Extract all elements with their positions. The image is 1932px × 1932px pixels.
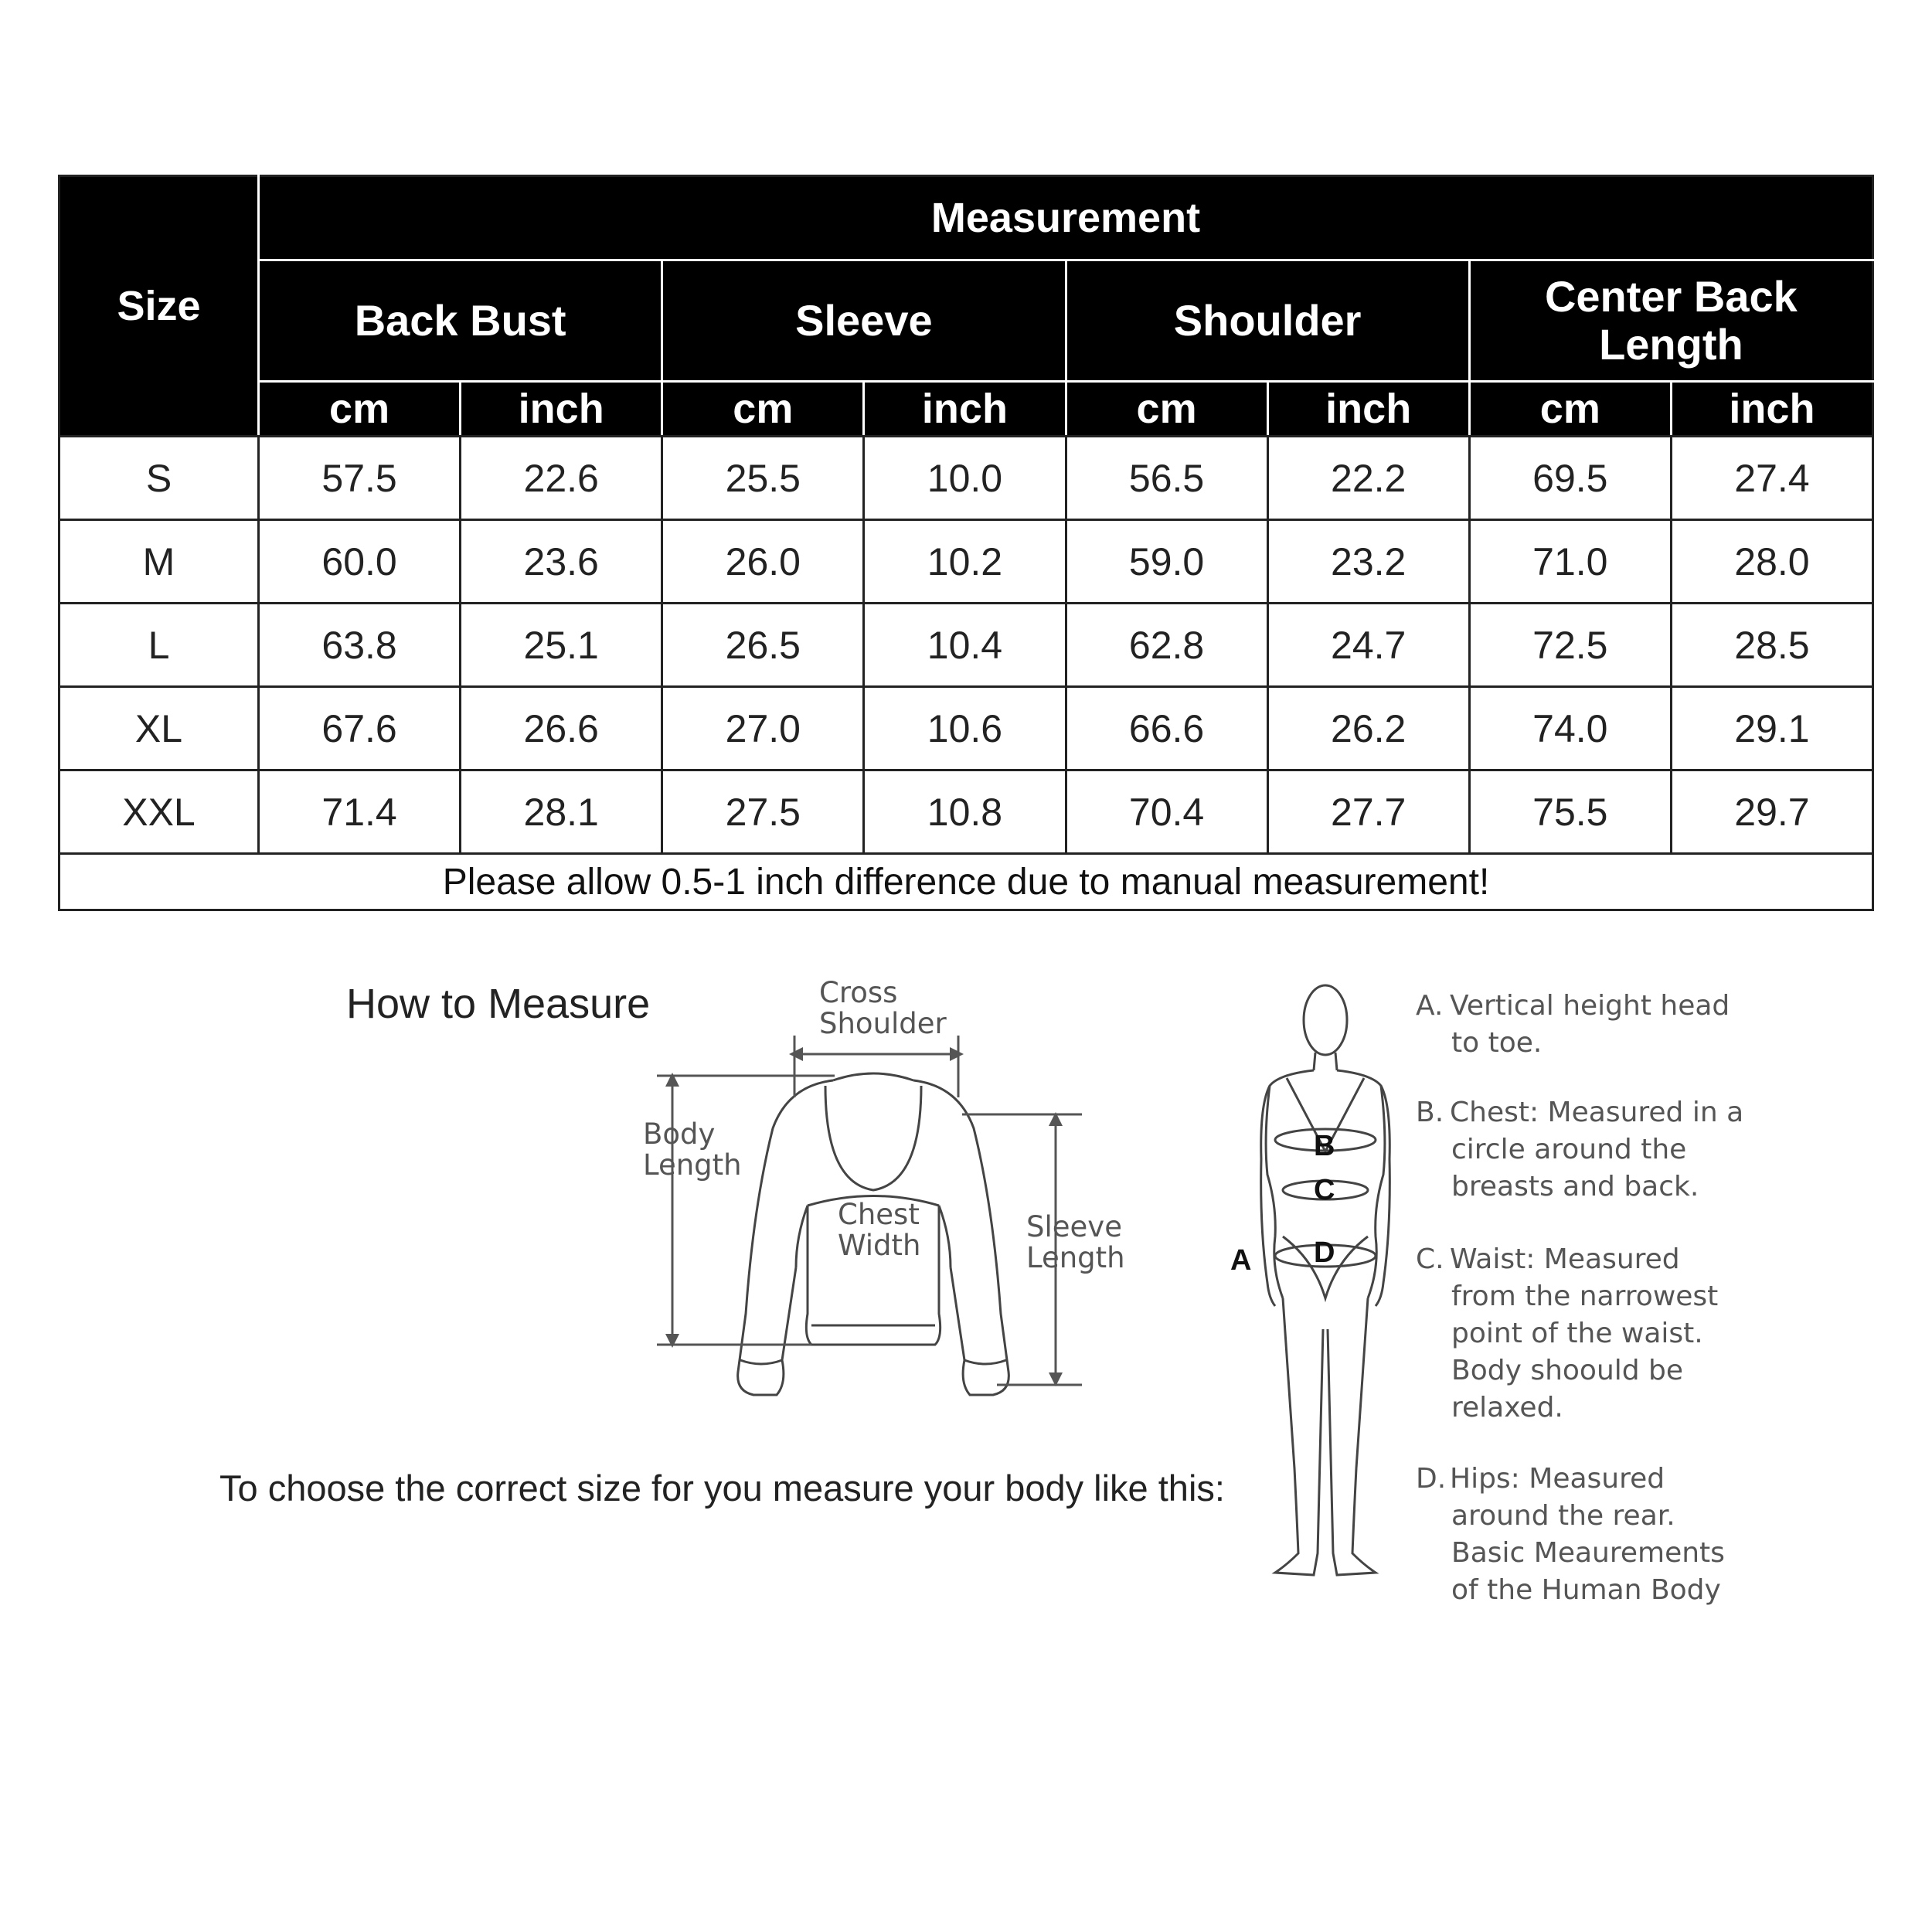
- note-b-chest: B. Chest: Measured in a circle around the breasts and back.: [1416, 1097, 1744, 1202]
- measurement-note: Please allow 0.5-1 inch difference due to manual measurement!: [60, 854, 1873, 910]
- note-a-height: A. Vertical height head to toe.: [1416, 990, 1730, 1059]
- choose-size-instruction: To choose the correct size for you measure your body like this:: [219, 1468, 1225, 1509]
- group-header-sleeve: Sleeve: [662, 260, 1066, 382]
- table-cell: 28.5: [1671, 604, 1872, 687]
- human-body-illustration: [1261, 985, 1390, 1575]
- table-cell: 56.5: [1066, 437, 1267, 520]
- table-cell: 27.5: [662, 770, 864, 854]
- table-cell: 66.6: [1066, 687, 1267, 770]
- table-cell: 69.5: [1469, 437, 1671, 520]
- table-cell: 27.4: [1671, 437, 1872, 520]
- table-cell: 24.7: [1267, 604, 1469, 687]
- table-cell: 10.2: [864, 520, 1066, 604]
- size-cell: M: [60, 520, 259, 604]
- table-cell: 10.4: [864, 604, 1066, 687]
- size-column-header: Size: [60, 176, 259, 437]
- table-cell: 74.0: [1469, 687, 1671, 770]
- note-d-hips: D. Hips: Measured around the rear. Basic Meaurements of the Human Body: [1416, 1463, 1725, 1606]
- table-cell: 26.6: [461, 687, 662, 770]
- table-cell: 62.8: [1066, 604, 1267, 687]
- table-cell: 23.2: [1267, 520, 1469, 604]
- cross-shoulder-label: Cross Shoulder: [819, 976, 947, 1040]
- unit-header: inch: [1671, 382, 1872, 437]
- table-cell: 10.0: [864, 437, 1066, 520]
- unit-header: cm: [1469, 382, 1671, 437]
- table-cell: 67.6: [259, 687, 461, 770]
- unit-header: cm: [259, 382, 461, 437]
- how-to-measure-title: How to Measure: [346, 981, 651, 1027]
- body-letter-a: A: [1230, 1244, 1252, 1277]
- size-cell: L: [60, 604, 259, 687]
- table-cell: 57.5: [259, 437, 461, 520]
- table-cell: 27.0: [662, 687, 864, 770]
- size-cell: S: [60, 437, 259, 520]
- group-header-shoulder: Shoulder: [1066, 260, 1469, 382]
- table-cell: 72.5: [1469, 604, 1671, 687]
- body-letter-d: D: [1314, 1236, 1335, 1269]
- table-cell: 60.0: [259, 520, 461, 604]
- table-cell: 59.0: [1066, 520, 1267, 604]
- unit-header: inch: [461, 382, 662, 437]
- table-cell: 28.0: [1671, 520, 1872, 604]
- table-cell: 28.1: [461, 770, 662, 854]
- table-cell: 75.5: [1469, 770, 1671, 854]
- measurement-header: Measurement: [259, 176, 1873, 260]
- table-cell: 23.6: [461, 520, 662, 604]
- table-cell: 63.8: [259, 604, 461, 687]
- table-cell: 25.5: [662, 437, 864, 520]
- unit-header: cm: [1066, 382, 1267, 437]
- table-cell: 71.0: [1469, 520, 1671, 604]
- table-cell: 10.6: [864, 687, 1066, 770]
- table-cell: 29.1: [1671, 687, 1872, 770]
- chest-width-label: Chest Width: [838, 1198, 921, 1262]
- body-letter-c: C: [1314, 1174, 1335, 1206]
- table-cell: 22.6: [461, 437, 662, 520]
- unit-header: cm: [662, 382, 864, 437]
- body-letter-b: B: [1314, 1130, 1335, 1162]
- table-cell: 71.4: [259, 770, 461, 854]
- table-cell: 70.4: [1066, 770, 1267, 854]
- unit-header: inch: [864, 382, 1066, 437]
- table-cell: 10.8: [864, 770, 1066, 854]
- table-cell: 26.5: [662, 604, 864, 687]
- unit-header: inch: [1267, 382, 1469, 437]
- table-cell: 29.7: [1671, 770, 1872, 854]
- group-header-center-back-length: Center Back Length: [1469, 260, 1872, 382]
- sleeve-length-label: Sleeve Length: [1026, 1210, 1125, 1274]
- table-cell: 26.0: [662, 520, 864, 604]
- group-header-back-bust: Back Bust: [259, 260, 662, 382]
- table-cell: 26.2: [1267, 687, 1469, 770]
- table-cell: 25.1: [461, 604, 662, 687]
- table-cell: 22.2: [1267, 437, 1469, 520]
- body-length-label: Body Length: [643, 1117, 742, 1182]
- size-cell: XXL: [60, 770, 259, 854]
- note-c-waist: C. Waist: Measured from the narrowest point of the waist. Body shoould be relaxed.: [1416, 1243, 1719, 1423]
- table-cell: 27.7: [1267, 770, 1469, 854]
- size-cell: XL: [60, 687, 259, 770]
